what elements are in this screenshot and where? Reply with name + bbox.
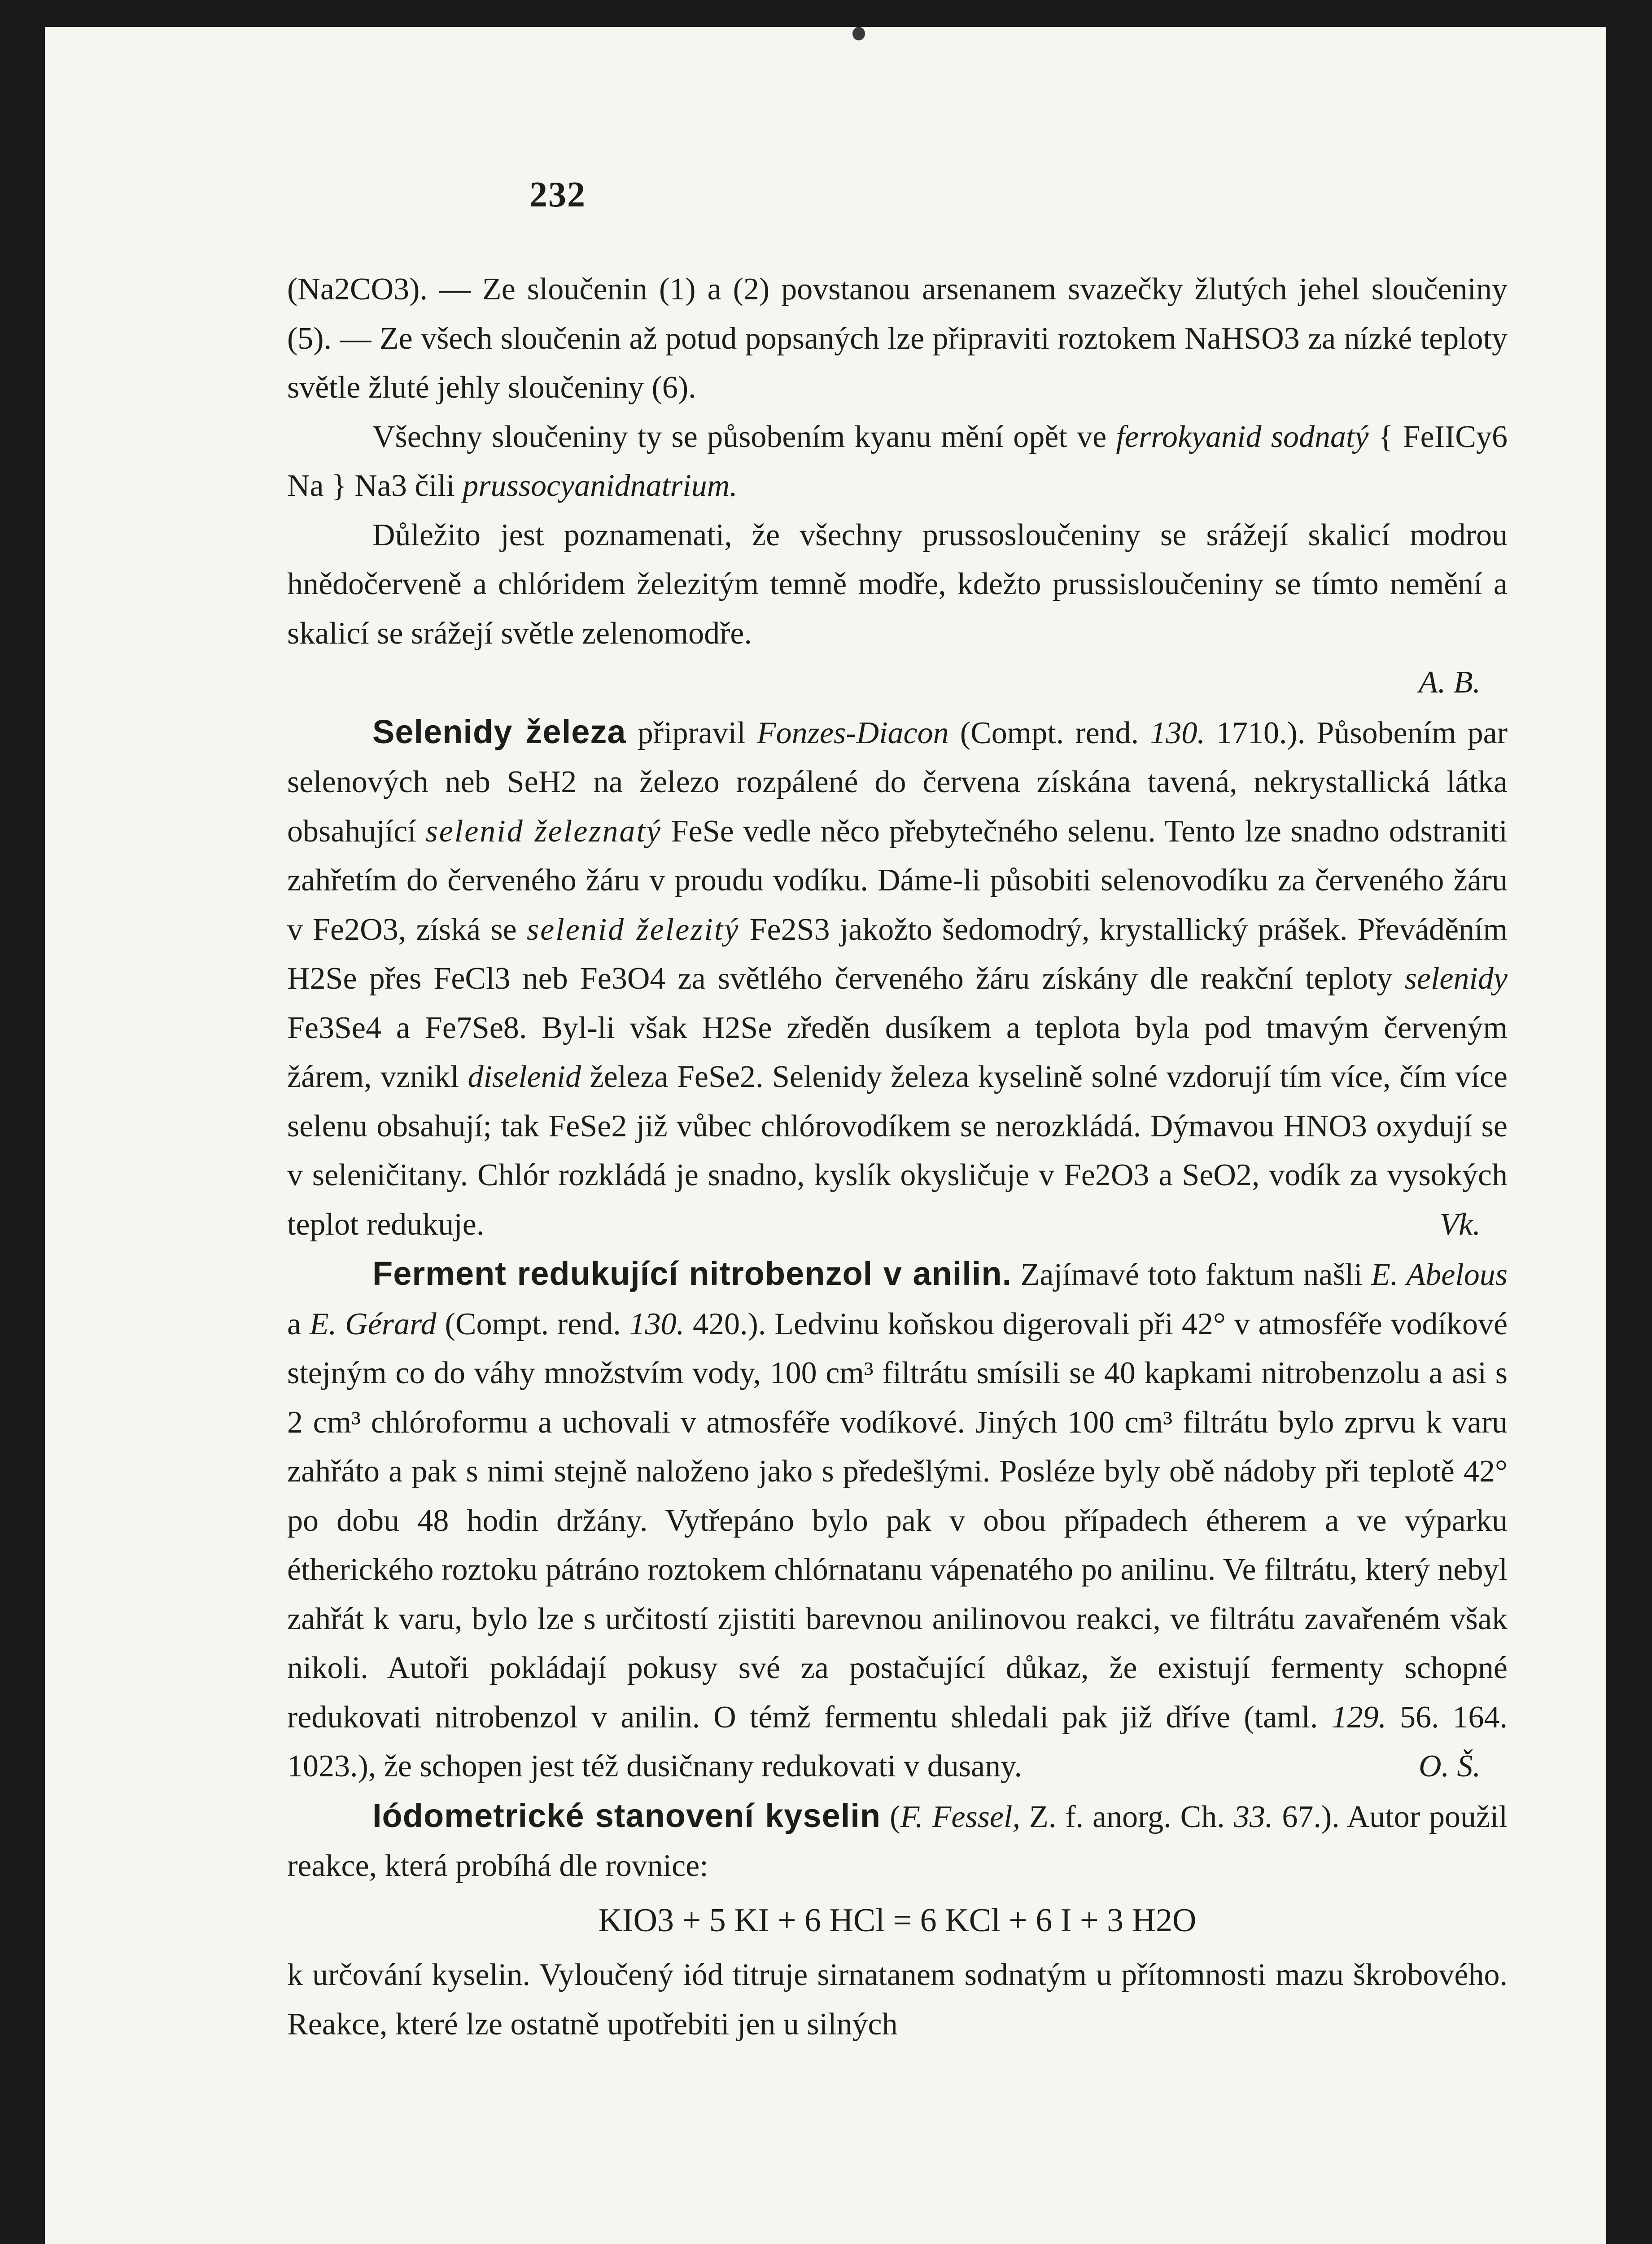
term-selenid-zelezity: selenid železitý [526, 912, 740, 947]
paragraph-3: Důležito jest poznamenati, že všechny prussosloučeniny se srážejí skalicí modrou hnědočerveně a chlóridem železitým temně modře, kdežto prussisloučeniny se tímto nemění a skalicí se srážejí světle zelenomodře. [287, 517, 1508, 651]
signature-os: O. Š. [1418, 1749, 1481, 1784]
heading-ferment: Ferment redukující nitrobenzol v anilin. [372, 1255, 1012, 1292]
author-abelous: E. Abelous [1371, 1258, 1508, 1292]
paragraph-2: Všechny sloučeniny ty se působením kyanu mění opět ve ferrokyanid sodnatý { FeIICy6 Na } Na3 čili prussocyanidnatrium. [287, 419, 1508, 503]
volume-130: 130. [1150, 715, 1205, 750]
section-iodometrie: Iódometrické stanovení kyselin (F. Fessel, Z. f. anorg. Ch. 33. 67.). Autor použil reakce, která probíhá dle rovnice: [287, 1797, 1508, 1883]
term-selenidy: selenidy [1404, 961, 1508, 996]
paragraph-iodometrie-cont: k určování kyselin. Vyloučený iód titruje sirnatanem sodnatým u přítomnosti mazu škrobového. Reakce, které lze ostatně upotřebiti jen u silných [287, 1958, 1508, 2042]
scanned-page [45, 27, 1606, 2244]
section-ferment: Ferment redukující nitrobenzol v anilin. Zajímavé toto faktum našli E. Abelous a E. Gérard (Compt. rend. 130. 420.). Ledvinu koňskou digerovali při 42° v atmosféře vodíkové stejným co do váhy množstvím vody, 100 cm³ filtrátu smísili se 40 kapkami nitrobenzolu a asi s 2 cm³ chlóroformu a uchovali v atmosféře vodíkové. Jiných 100 cm³ filtrátu bylo zprvu k varu zahřáto a pak s nimi stejně naloženo jako s předešlými. Posléze byly obě nádoby při teplotě 42° po dobu 48 hodin držány. Vytřepáno bylo pak v obou případech étherem a ve výparku étherického roztoku pátráno roztokem chlórnatanu vápenatého po anilinu. Ve filtrátu, který nebyl zahřát k varu, bylo lze s určitostí zjistiti barevnou anilinovou reakci, ve filtrátu zavařeném však nikoli. Autoři pokládají pokusy své za postačující důkaz, že existují fermenty schopné redukovati nitrobenzol v anilin. O témž fermentu shledali pak již dříve (taml. 129. 56. 164. 1023.), že schopen jest též dusičnany redukovati v dusany. O. Š. [287, 1249, 1508, 1791]
signature-vk: Vk. [1439, 1207, 1481, 1242]
section-selenidy: Selenidy železa připravil Fonzes-Diacon (Compt. rend. 130. 1710.). Působením par selenových neb SeH2 na železo rozpálené do červena získána tavená, nekrystallická látka obsahující selenid železnatý FeSe vedle něco přebytečného selenu. Tento lze snadno odstraniti zahřetím do červeného žáru v proudu vodíku. Dáme-li působiti selenovodíku za červeného žáru v Fe2O3, získá se selenid železitý Fe2S3 jakožto šedomodrý, krystallický prášek. Převáděním H2Se přes FeCl3 neb Fe3O4 za světlého červeného žáru získány dle reakční teploty selenidy Fe3Se4 a Fe7Se8. Byl-li však H2Se zředěn dusíkem a teplota byla pod tmavým červeným žárem, vznikl diselenid železa FeSe2. Selenidy železa kyselině solné vzdorují tím více, čím více selenu obsahují; tak FeSe2 již vůbec chlórovodíkem se nerozkládá. Dýmavou HNO3 oxydují se v seleničitany. Chlór rozkládá je snadno, kyslík okysličuje v Fe2O3 a SeO2, vodík za vysokých teplot redukuje. Vk. [287, 707, 1508, 1249]
heading-iodometrie: Iódometrické stanovení kyselin [372, 1797, 881, 1834]
term-diselenid: diselenid [468, 1060, 581, 1094]
volume-129: 129. [1331, 1700, 1386, 1735]
formula-ferrokyanid: { FeIICy6 Na } Na3 [287, 419, 1508, 503]
term-selenid-zeleznaty: selenid železnatý [425, 814, 662, 849]
author-gerard: E. Gérard [309, 1306, 437, 1341]
term-ferrokyanid: ferrokyanid sodnatý [1116, 419, 1369, 454]
equation: KIO3 + 5 KI + 6 HCl = 6 KCl + 6 I + 3 H2O [598, 1902, 1197, 1939]
ink-speck [852, 27, 865, 40]
volume-130: 130. [629, 1306, 685, 1341]
page-body [287, 265, 1508, 2049]
author-fonzes-diacon: Fonzes-Diacon [756, 715, 949, 750]
signature-ab: A. B. [1418, 665, 1481, 700]
volume-33: 33. [1233, 1799, 1273, 1834]
paragraph-1: (Na2CO3). — Ze sloučenin (1) a (2) povstanou arsenanem svazečky žlutých jehel sloučeniny (5). — Ze všech sloučenin až potud popsaných lze připraviti roztokem NaHSO3 za nízké teploty světle žluté jehly sloučeniny (6). [287, 272, 1508, 405]
heading-selenidy: Selenidy železa [372, 713, 626, 750]
term-prussocyanidnatrium: prussocyanidnatrium. [463, 469, 738, 503]
author-fessel: F. Fessel, [900, 1799, 1020, 1834]
page-number: 232 [529, 175, 586, 215]
